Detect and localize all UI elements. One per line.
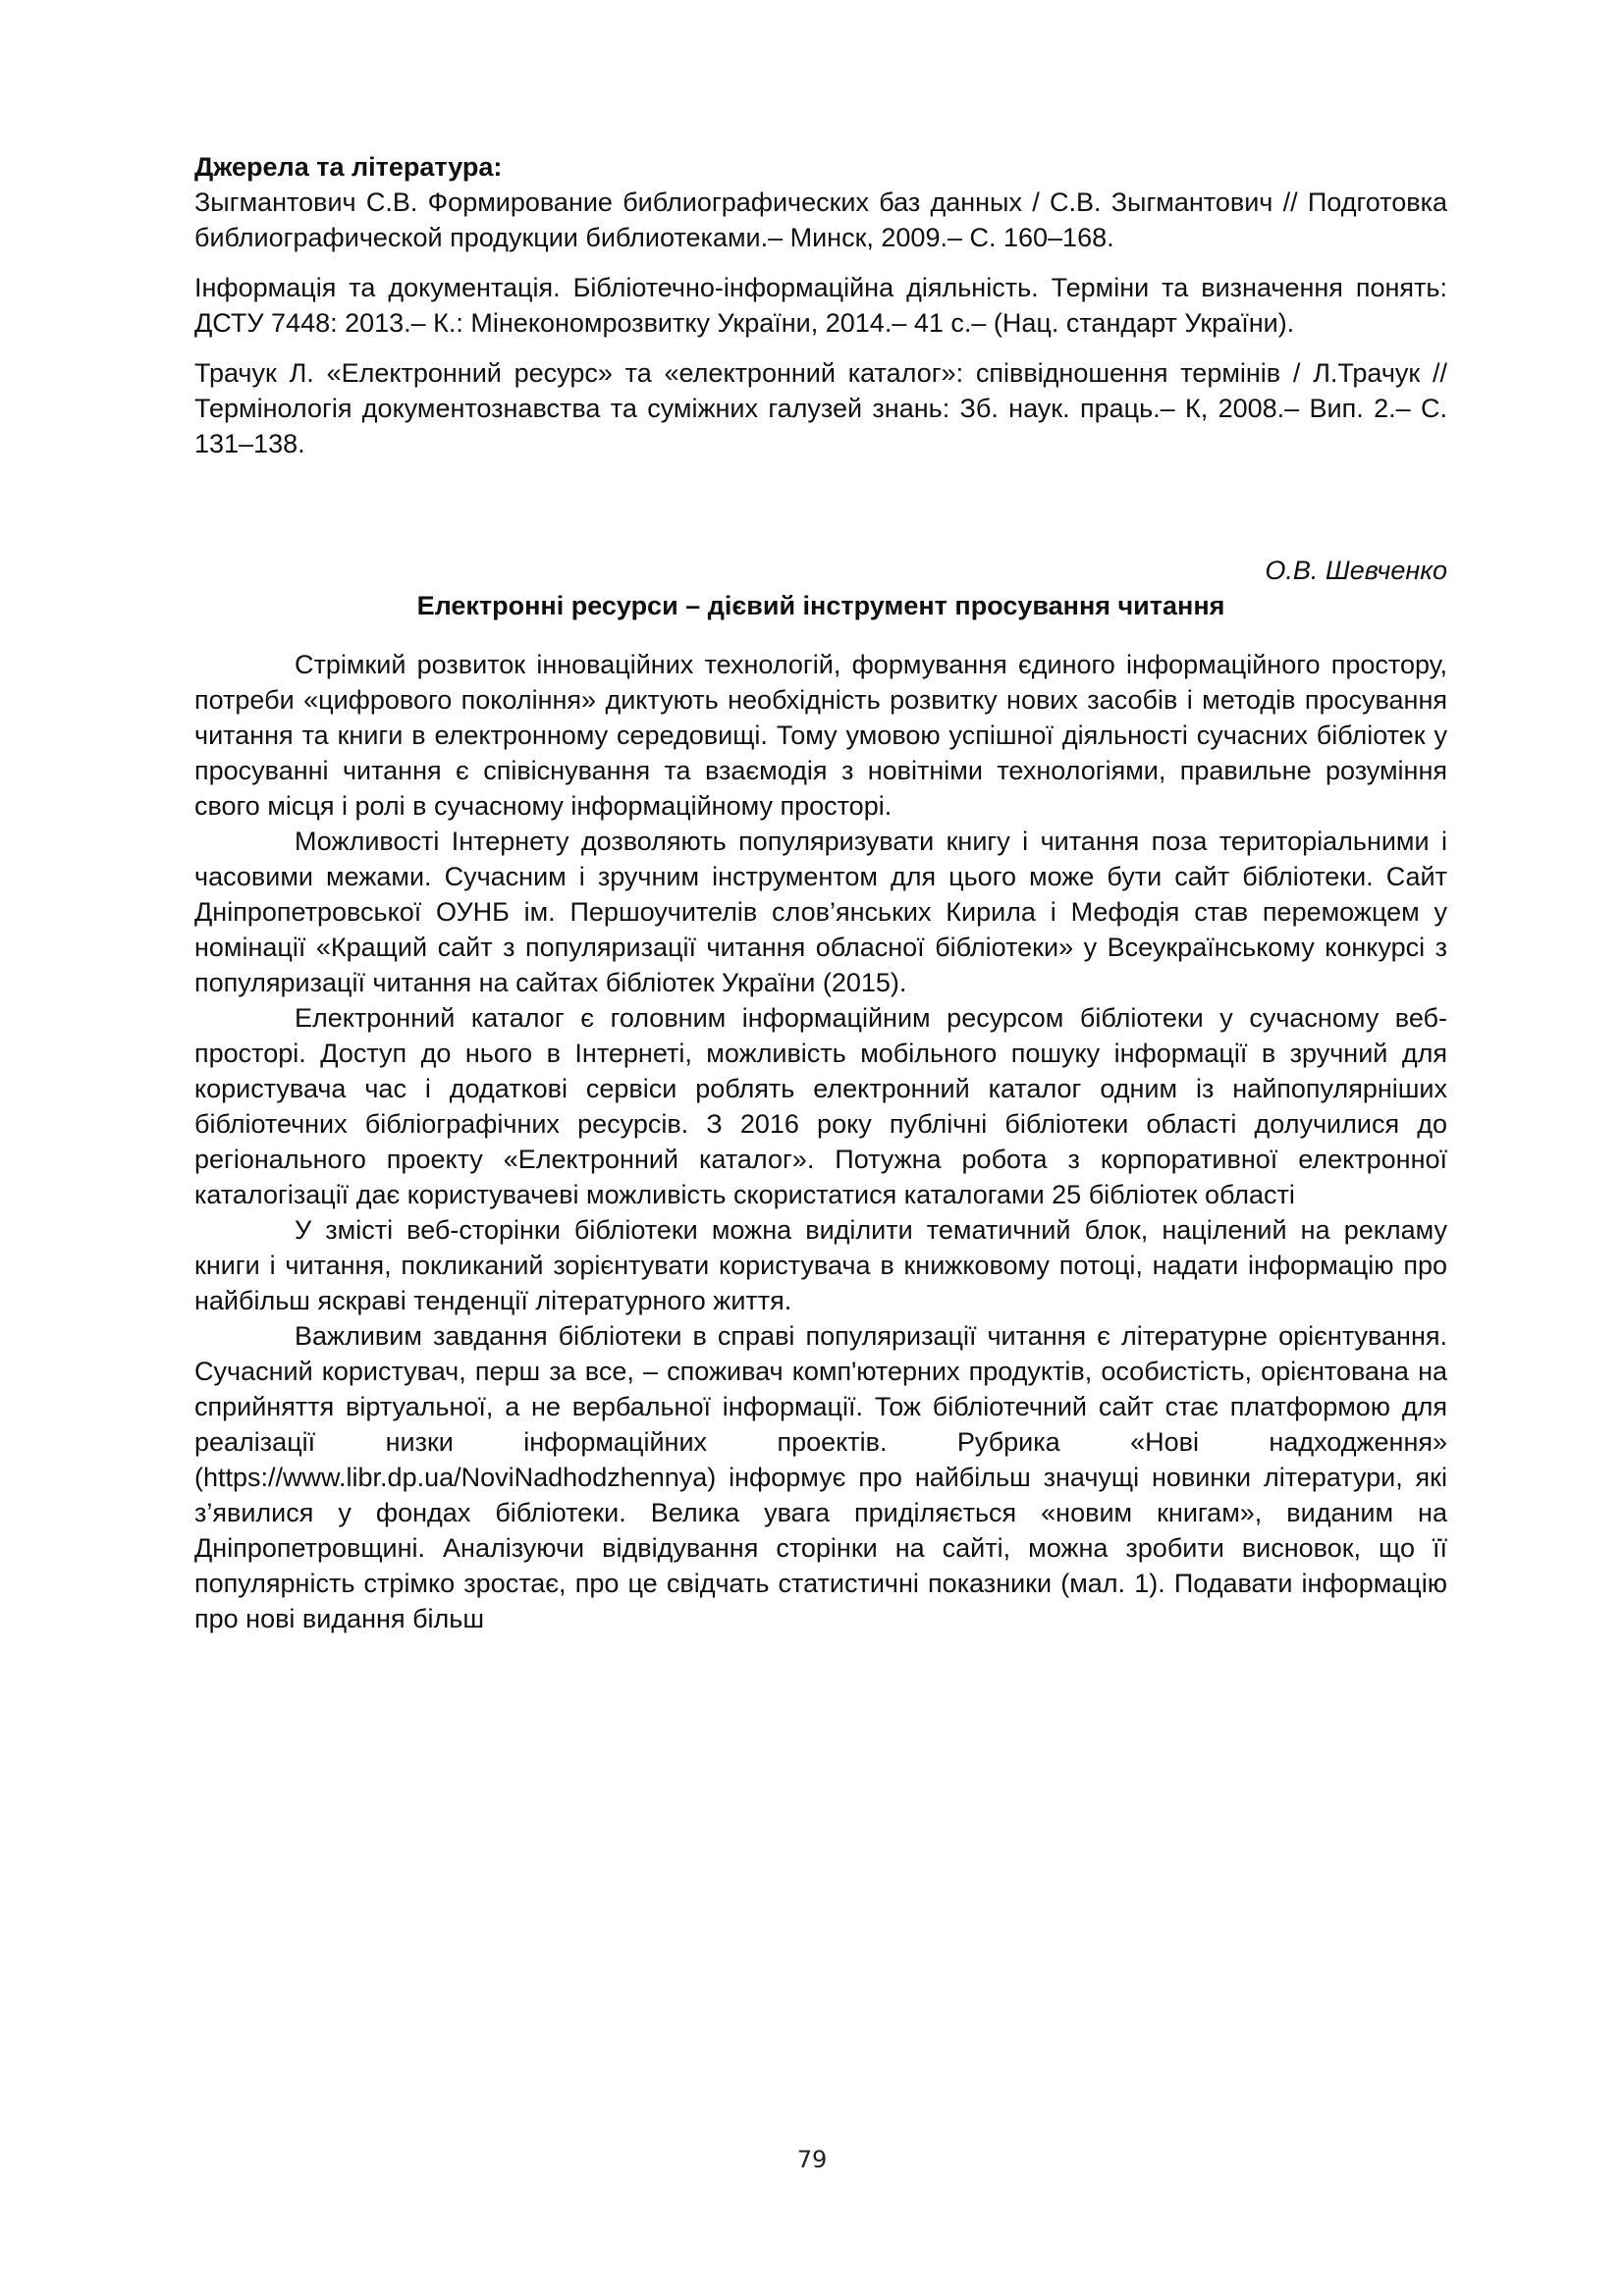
article-paragraph: Електронний каталог є головним інформаційним ресурсом бібліотеки у сучасному веб-просторі. Доступ до нього в Інтернеті, можливість мобільного пошуку інформації в зручний для користувача час і додаткові сервіси роблять електронний каталог одним із найпопулярніших бібліотечних бібліографічних ресурсів. З 2016 року публічні бібліотеки області долучилися до регіонального проекту «Електронний каталог». Потужна робота з корпоративної електронної каталогізації дає користувачеві можливість скористатися каталогами 25 бібліотек області [194,1003,1447,1209]
article-paragraph: У змісті веб-сторінки бібліотеки можна виділити тематичний блок, націлений на рекламу книги і читання, покликаний зорієнтувати користувача в книжковому потоці, надати інформацію про найбільш яскраві тенденції літературного життя. [194,1215,1447,1315]
reference-item: Інформація та документація. Бібліотечно-інформаційна діяльність. Терміни та визначення понять: ДСТУ 7448: 2013.– К.: Мінекономрозвитку України, 2014.– 41 с.– (Нац. стандарт України). [194,273,1447,338]
article-title: Електронні ресурси – дієвий інструмент просування читання [416,591,1225,620]
reference-item: Трачук Л. «Електронний ресурс» та «електронний каталог»: співвідношення термінів / Л.Трачук // Термінологія документознавства та суміжних галузей знань: Зб. наук. праць.– К, 2008.– Вип. 2.– С. 131–138. [194,358,1447,458]
references-list [194,185,1447,461]
article-paragraph: Стрімкий розвиток інноваційних технологій, формування єдиного інформаційного простору, потреби «цифрового покоління» диктують необхідність розвитку нових засобів і методів просування читання та книги в електронному середовищі. Тому умовою успішної діяльності сучасних бібліотек у просуванні читання є співіснування та взаємодія з новітніми технологіями, правильне розуміння свого місця і ролі в сучасному інформаційному просторі. [194,650,1447,821]
reference-item: Зыгмантович С.В. Формирование библиографических баз данных / С.В. Зыгмантович // Подготовка библиографической продукции библиотеками.– Минск, 2009.– С. 160–168. [194,187,1447,252]
article-paragraph: Важливим завдання бібліотеки в справі популяризації читання є літературне орієнтування. Сучасний користувач, перш за все, – споживач комп'ютерних продуктів, особистість, орієнтована на сприйняття віртуальної, а не вербальної інформації. Тож бібліотечний сайт стає платформою для реалізації низки інформаційних проектів. Рубрика «Нові надходження» (https://www.libr.dp.ua/NoviNadhodzhennya) інформує про найбільш значущі новинки літератури, які з’явилися у фондах бібліотеки. Велика увага приділяється «новим книгам», виданим на Дніпропетровщині. Аналізуючи відвідування сторінки на сайті, можна зробити висновок, що її популярність стрімко зростає, про це свідчать статистичні показники (мал. 1). Подавати інформацію про нові видання більш [194,1321,1447,1633]
article-author: О.В. Шевченко [1265,556,1447,585]
page-number: 79 [796,2146,828,2173]
article-paragraph: Можливості Інтернету дозволяють популяризувати книгу і читання поза територіальними і часовими межами. Сучасним і зручним інструментом для цього може бути сайт бібліотеки. Сайт Дніпропетровської ОУНБ ім. Першоучителів слов’янських Кирила і Мефодія став переможцем у номінації «Кращий сайт з популяризації читання обласної бібліотеки» у Всеукраїнському конкурсі з популяризації читання на сайтах бібліотек України (2015). [194,827,1447,997]
page-content [194,149,1447,1636]
article-body [194,647,1447,1636]
references-heading: Джерела та література: [194,152,503,182]
